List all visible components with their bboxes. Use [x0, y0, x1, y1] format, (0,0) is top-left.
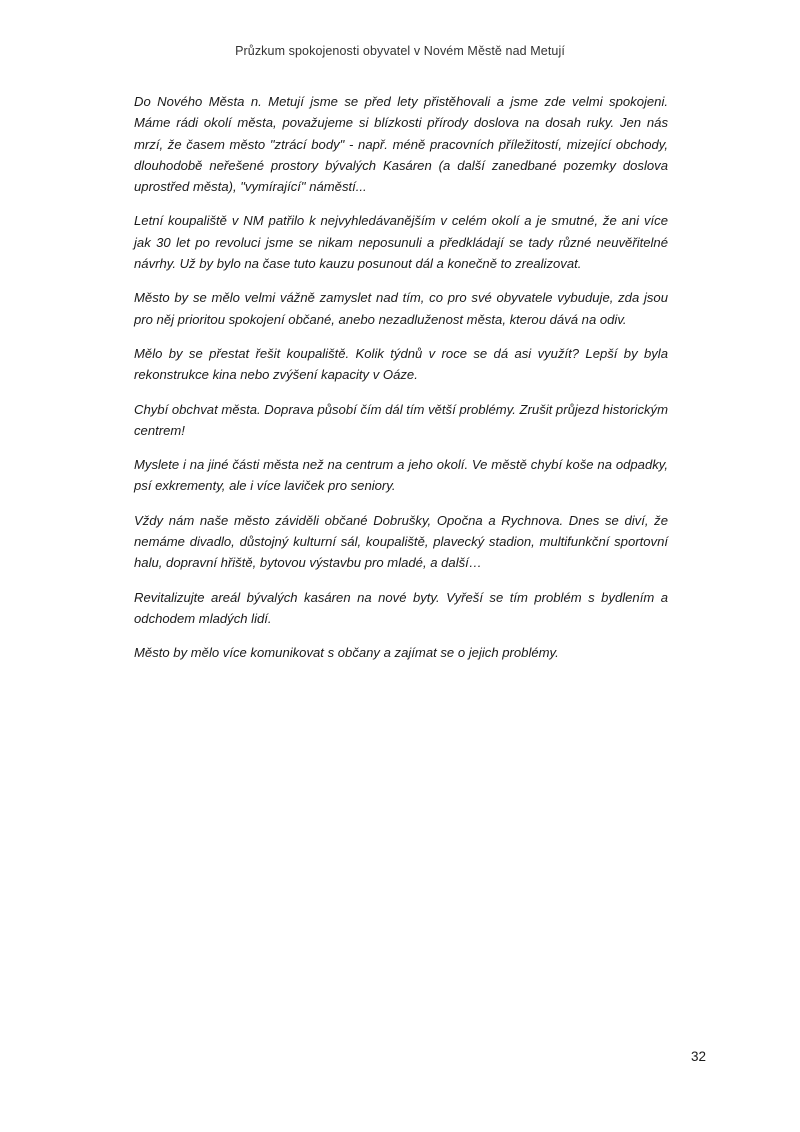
comment-paragraph: Město by mělo více komunikovat s občany a zajímat se o jejich problémy. — [134, 645, 559, 661]
comment-paragraph: Myslete i na jiné části města než na centrum a jeho okolí. Ve městě chybí koše na odpadky, psí exkrementy, ale i více laviček pro seniory. — [134, 457, 668, 494]
document-body — [134, 91, 668, 677]
page-number: 32 — [690, 1049, 706, 1064]
comment-paragraph: Mělo by se přestat řešit koupaliště. Kolik týdnů v roce se dá asi využít? Lepší by byla rekonstrukce kina nebo zvýšení kapacity v Oáze. — [134, 345, 668, 383]
comment-paragraph: Revitalizujte areál bývalých kasáren na nové byty. Vyřeší se tím problém s bydlením a odchodem mladých lidí. — [134, 589, 668, 626]
comment-paragraph: Do Nového Města n. Metují jsme se před lety přistěhovali a jsme zde velmi spokojeni. Máme rádi okolí města, považujeme si blízkosti přírody doslova na dosah ruky. Jen nás mrzí, že časem město "ztrácí body" - např. méně pracovních příležitostí, mizející obchody, dlouhodobě neřešené prostory bývalých Kasáren (a další zanedbané pozemky doslova uprostřed města), "vymírající" náměstí... — [134, 94, 668, 195]
comment-paragraph: Chybí obchvat města. Doprava působí čím dál tím větší problémy. Zrušit průjezd historickým centrem! — [134, 401, 668, 438]
comment-paragraph: Město by se mělo velmi vážně zamyslet nad tím, co pro své obyvatele vybuduje, zda jsou pro něj prioritou spokojení občané, anebo nezadluženost města, kterou dává na odiv. — [134, 290, 668, 327]
comment-paragraph: Vždy nám naše město záviděli občané Dobrušky, Opočna a Rychnova. Dnes se diví, že nemáme divadlo, důstojný kulturní sál, koupaliště, plavecký stadion, multifunkční sportovní halu, dopravní hřiště, bytovou výstavbu pro mladé, a další… — [134, 512, 668, 571]
page-header: Průzkum spokojenosti obyvatel v Novém Městě nad Metují — [235, 44, 565, 58]
comment-paragraph: Letní koupaliště v NM patřilo k nejvyhledávanějším v celém okolí a je smutné, že ani více jak 30 let po revoluci jsme se nikam neposunuli a předkládají se tady různé neuvěřitelné návrhy. Už by bylo na čase tuto kauzu posunout dál a konečně to zrealizovat. — [134, 213, 668, 272]
